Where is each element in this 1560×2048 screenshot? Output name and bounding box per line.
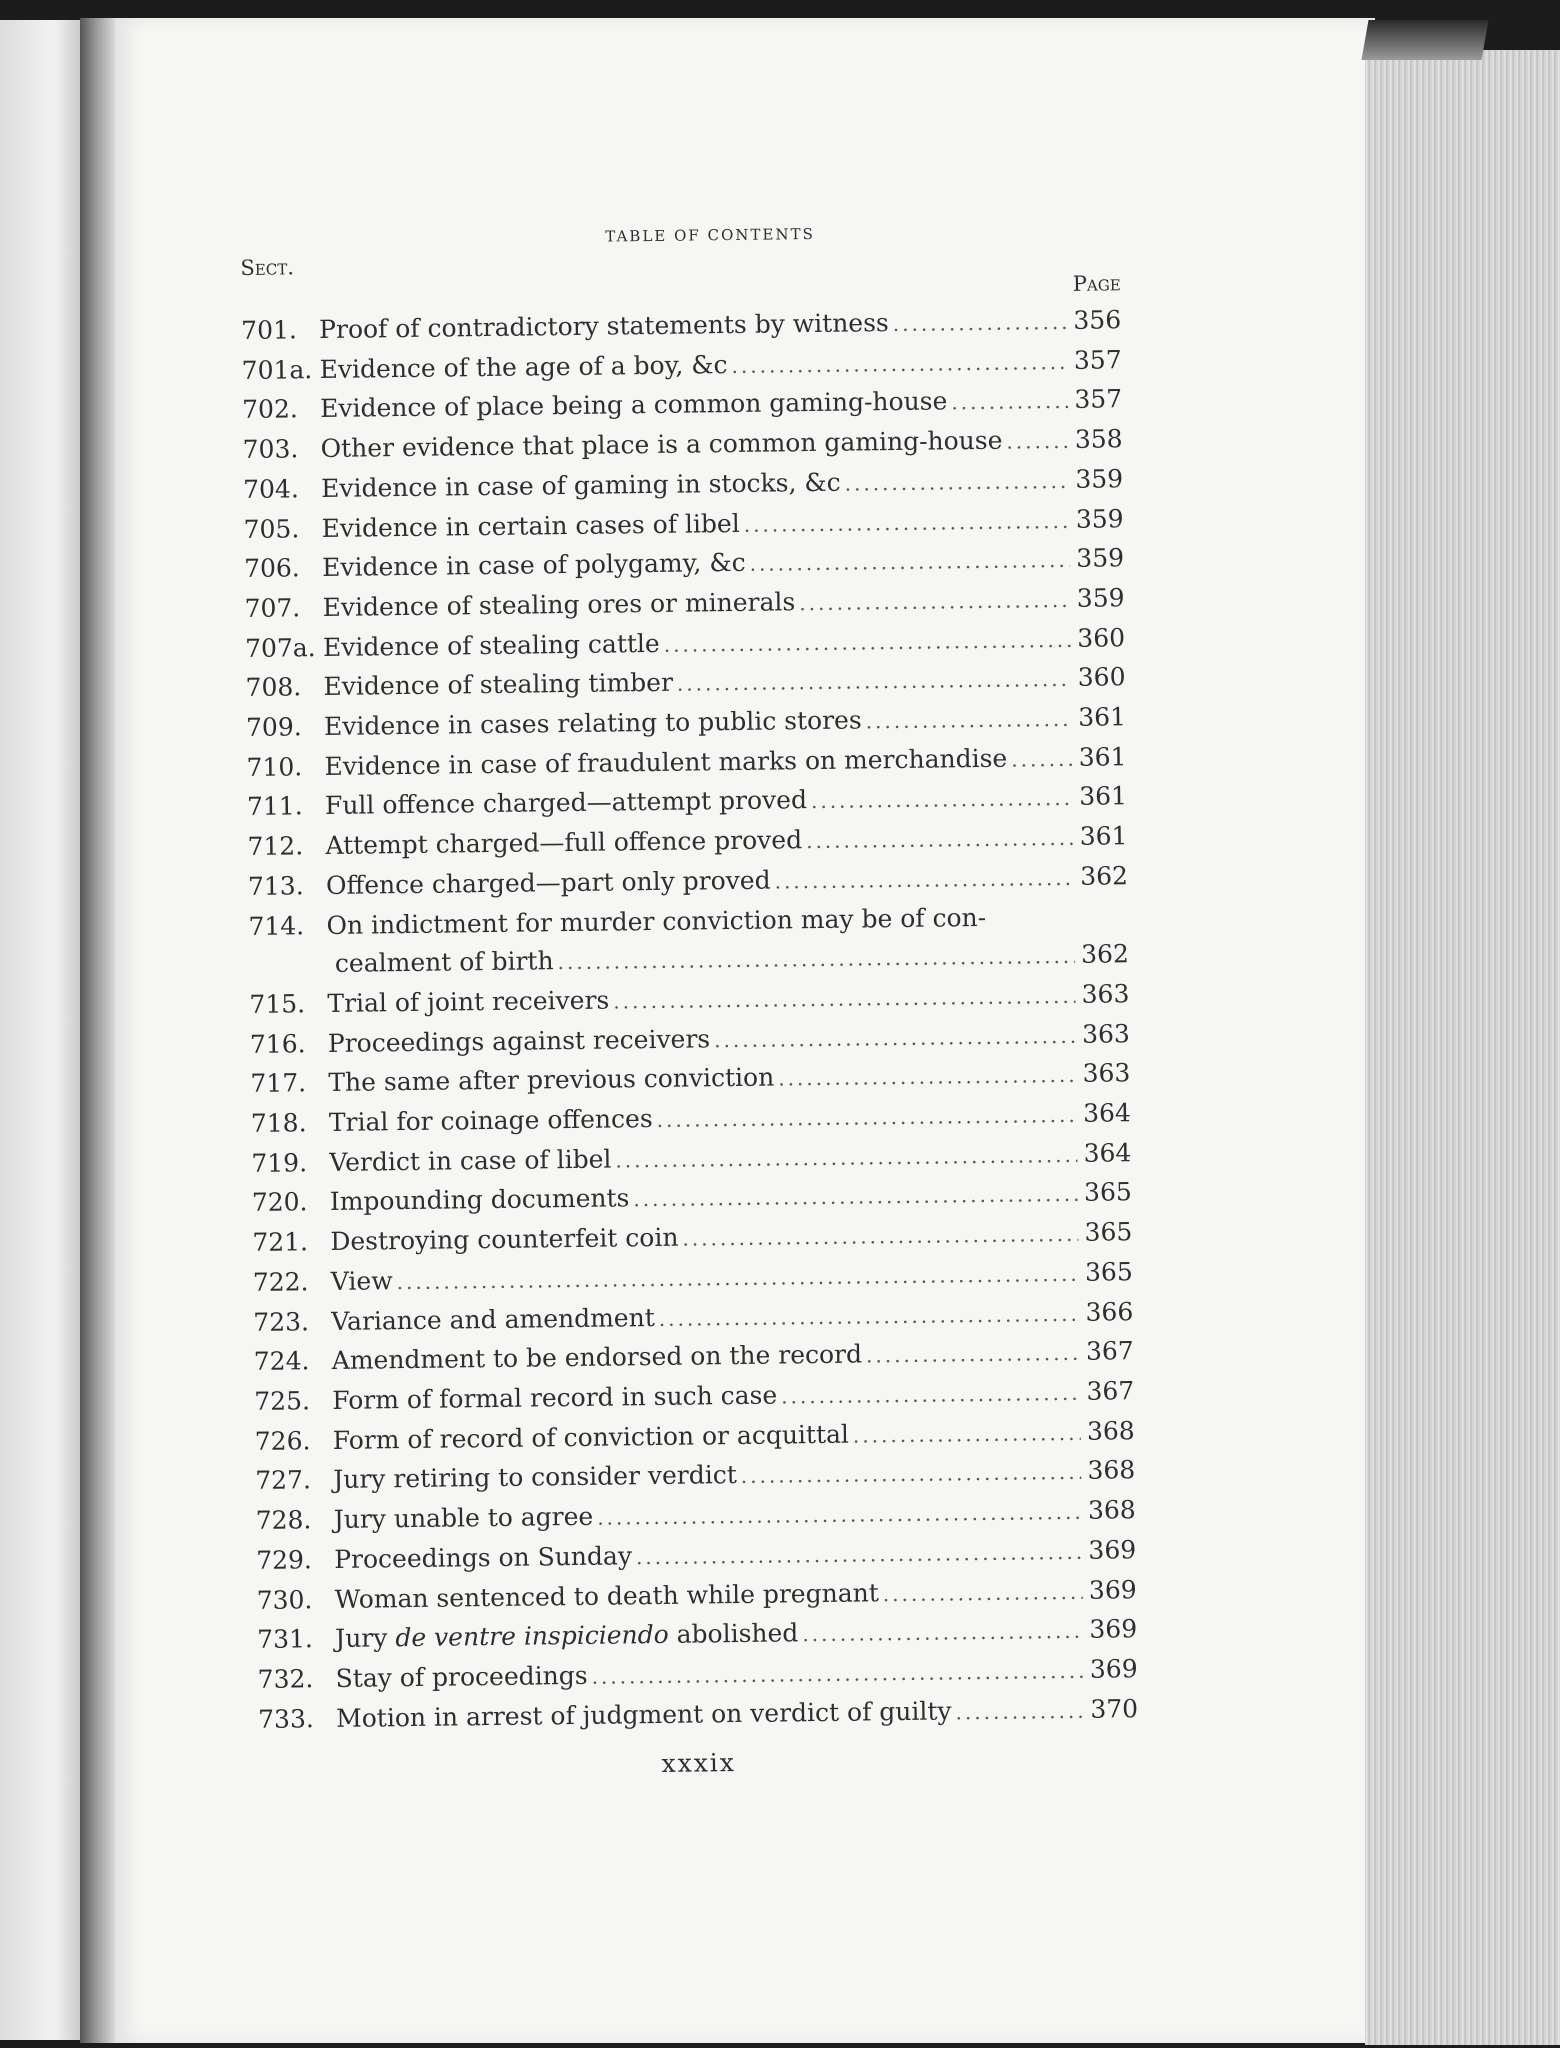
- page-folio: xxxix: [661, 1748, 737, 1779]
- section-number: 709.: [245, 712, 302, 742]
- leader-dots: [714, 1017, 1076, 1060]
- page-number: 357: [1073, 344, 1122, 375]
- section-number: 710.: [246, 752, 303, 782]
- leader-dots: [741, 1453, 1082, 1496]
- leader-dots: [664, 621, 1072, 665]
- entry-title: Trial of joint receivers: [327, 985, 610, 1018]
- leader-dots: [811, 779, 1073, 821]
- section-number: 731.: [257, 1624, 314, 1655]
- page-number: 365: [1084, 1217, 1133, 1247]
- leader-dots: [659, 1294, 1080, 1338]
- section-number: 726.: [254, 1425, 311, 1456]
- page-number: 357: [1074, 384, 1123, 415]
- entry-title-italic: de ventre inspiciendo: [395, 1620, 669, 1653]
- section-number: 725.: [254, 1386, 311, 1416]
- page-number: 362: [1080, 939, 1130, 970]
- page-number: 369: [1089, 1654, 1138, 1684]
- entry-title: Full offence charged—attempt proved: [324, 785, 808, 821]
- entry-title: Motion in arrest of judgment on verdict of guilty: [335, 1696, 952, 1733]
- entry-title: Evidence in cases relating to public stores: [323, 705, 862, 742]
- leader-dots: [744, 501, 1070, 544]
- entry-title: Jury retiring to consider verdict: [333, 1460, 737, 1495]
- entry-title: Form of formal record in such case: [332, 1380, 778, 1415]
- leader-dots: [591, 1652, 1083, 1697]
- entry-title: Woman sentenced to death while pregnant: [334, 1577, 879, 1614]
- entry-title: Attempt charged—full offence proved: [325, 825, 803, 861]
- page-number: 360: [1077, 662, 1126, 693]
- leader-dots: [774, 859, 1074, 901]
- page-block-edges: [1365, 50, 1560, 2045]
- entry-title: Variance and amendment: [331, 1302, 655, 1336]
- page-number: 362: [1080, 861, 1129, 891]
- section-number: 727.: [255, 1465, 312, 1496]
- page-number: 367: [1085, 1336, 1134, 1367]
- entry-title-continued: cealment of birth: [334, 946, 554, 979]
- leader-dots: [615, 1136, 1077, 1180]
- leader-dots: [1011, 740, 1073, 779]
- entry-title: Evidence in case of fraudulent marks on merchandise: [324, 743, 1008, 781]
- entry-title: Evidence in certain cases of libel: [321, 508, 740, 543]
- leader-dots: [656, 1096, 1077, 1140]
- leader-dots: [613, 977, 1076, 1021]
- toc-text-block: [240, 221, 1139, 1783]
- page-number: 367: [1086, 1376, 1135, 1406]
- page-heading: Page: [1072, 271, 1121, 296]
- leader-dots: [731, 343, 1068, 386]
- section-number: 717.: [250, 1068, 307, 1099]
- entry-title: Proceedings against receivers: [327, 1023, 711, 1058]
- leader-dots: [951, 382, 1068, 422]
- section-number: 704.: [242, 474, 299, 504]
- entry-title: Evidence in case of polygamy, &c: [321, 548, 746, 583]
- page-number: 363: [1082, 1058, 1131, 1089]
- section-number: 701a.: [241, 354, 313, 385]
- running-head: TABLE OF CONTENTS: [605, 224, 815, 246]
- entry-title: Evidence of stealing ores or minerals: [322, 587, 796, 622]
- leader-dots: [802, 1612, 1083, 1654]
- section-number: 733.: [257, 1703, 315, 1734]
- entry-title: Evidence in case of gaming in stocks, &c: [320, 467, 841, 503]
- leader-dots: [799, 581, 1071, 623]
- page-number: 368: [1087, 1495, 1136, 1525]
- section-number: 715.: [249, 989, 306, 1019]
- section-number: 703.: [242, 434, 299, 465]
- page-number: 356: [1073, 305, 1122, 335]
- entry-title: [327, 1614, 799, 1658]
- entry-title: Evidence of the age of a boy, &c: [319, 349, 728, 384]
- page-number: 369: [1089, 1614, 1138, 1644]
- section-number: 723.: [253, 1306, 310, 1337]
- page-number: 361: [1078, 702, 1127, 732]
- section-number: 702.: [241, 394, 299, 425]
- book-gutter: [80, 18, 120, 2043]
- page-number: 368: [1087, 1455, 1136, 1486]
- entry-title-pre: Jury: [335, 1623, 396, 1654]
- page-number: 364: [1083, 1137, 1132, 1168]
- leader-dots: [893, 303, 1068, 344]
- entry-title: Impounding documents: [329, 1183, 630, 1217]
- page-number: 360: [1077, 622, 1126, 653]
- leader-dots: [749, 541, 1070, 584]
- entry-title: Verdict in case of libel: [329, 1144, 612, 1177]
- sect-heading: Sect.: [240, 255, 295, 280]
- section-number: 701.: [241, 315, 298, 345]
- entry-title: Offence charged—part only proved: [325, 865, 771, 900]
- entry-title: Other evidence that place is a common gaming-house: [320, 425, 1003, 464]
- page-number: 359: [1076, 543, 1125, 574]
- leader-dots: [781, 1374, 1080, 1416]
- section-number: 708.: [245, 672, 302, 703]
- section-number: 719.: [251, 1148, 308, 1178]
- leader-dots: [1006, 422, 1069, 461]
- entry-title: Evidence of stealing cattle: [322, 628, 660, 662]
- section-number: 706.: [243, 553, 300, 584]
- section-number: 722.: [252, 1267, 309, 1297]
- entry-title: Amendment to be endorsed on the record: [331, 1339, 863, 1376]
- page-number: 359: [1076, 583, 1125, 613]
- leader-dots: [865, 700, 1072, 741]
- section-number: 718.: [250, 1108, 307, 1138]
- section-number: 732.: [257, 1664, 314, 1694]
- section-number: 716.: [249, 1028, 306, 1059]
- entry-title: Evidence of stealing timber: [323, 668, 674, 702]
- toc-entries: [241, 301, 1138, 1740]
- entry-title: Stay of proceedings: [335, 1660, 588, 1693]
- leader-dots: [853, 1414, 1081, 1455]
- entry-title: View: [330, 1266, 393, 1296]
- page-number: 359: [1075, 464, 1124, 494]
- leader-dots: [597, 1493, 1082, 1538]
- leader-dots: [633, 1175, 1078, 1219]
- page-number: 369: [1088, 1574, 1137, 1605]
- entry-title: Destroying counterfeit coin: [330, 1222, 679, 1257]
- page-number: 370: [1090, 1693, 1139, 1724]
- leader-dots: [636, 1533, 1083, 1577]
- leader-dots: [883, 1572, 1083, 1613]
- section-number: 721.: [252, 1227, 309, 1258]
- entry-title: Proceedings on Sunday: [334, 1541, 633, 1574]
- page-number: 361: [1078, 741, 1127, 772]
- leader-dots: [778, 1056, 1077, 1098]
- page-number: 365: [1084, 1257, 1133, 1287]
- entry-title-post: abolished: [668, 1618, 799, 1650]
- page-number: 359: [1075, 503, 1124, 534]
- section-number: 724.: [253, 1346, 310, 1377]
- entry-title: Trial for coinage offences: [328, 1104, 653, 1138]
- section-number: 711.: [246, 791, 303, 822]
- section-number: 713.: [247, 871, 304, 901]
- entry-title: The same after previous conviction: [328, 1062, 775, 1098]
- section-number: 714.: [248, 910, 305, 941]
- entry-title: Evidence of place being a common gaming-house: [319, 386, 948, 424]
- page-number: 365: [1083, 1177, 1132, 1208]
- entry-title: Proof of contradictory statements by witness: [319, 308, 889, 345]
- page-number: 363: [1081, 979, 1130, 1009]
- section-number: 730.: [256, 1584, 313, 1615]
- page-number: 358: [1074, 424, 1123, 454]
- entry-title: On indictment for murder conviction may be of con-: [326, 902, 987, 940]
- page-number: 366: [1085, 1296, 1134, 1327]
- page-number: 364: [1082, 1098, 1132, 1128]
- section-number: 712.: [247, 831, 304, 862]
- entry-title: Form of record of conviction or acquittal: [332, 1419, 850, 1455]
- leader-dots: [677, 660, 1072, 704]
- left-page-edge: [0, 20, 90, 2040]
- section-number: 707.: [244, 593, 301, 623]
- section-number: 728.: [255, 1505, 312, 1535]
- page-number: 361: [1079, 821, 1128, 851]
- section-number: 705.: [243, 513, 300, 544]
- section-number: 707a.: [244, 632, 316, 663]
- leader-dots: [557, 937, 1075, 982]
- entry-title: Jury unable to agree: [333, 1501, 594, 1535]
- page-number: 369: [1088, 1534, 1137, 1565]
- leader-dots: [806, 819, 1074, 861]
- page-number: 368: [1086, 1415, 1135, 1446]
- section-number: 729.: [256, 1545, 313, 1575]
- leader-dots: [682, 1215, 1078, 1259]
- leader-dots: [866, 1334, 1080, 1375]
- page-number: 363: [1081, 1018, 1131, 1049]
- leader-dots: [844, 462, 1069, 503]
- leader-dots: [955, 1691, 1084, 1731]
- page-number: 361: [1079, 781, 1128, 812]
- section-number: 720.: [251, 1187, 308, 1218]
